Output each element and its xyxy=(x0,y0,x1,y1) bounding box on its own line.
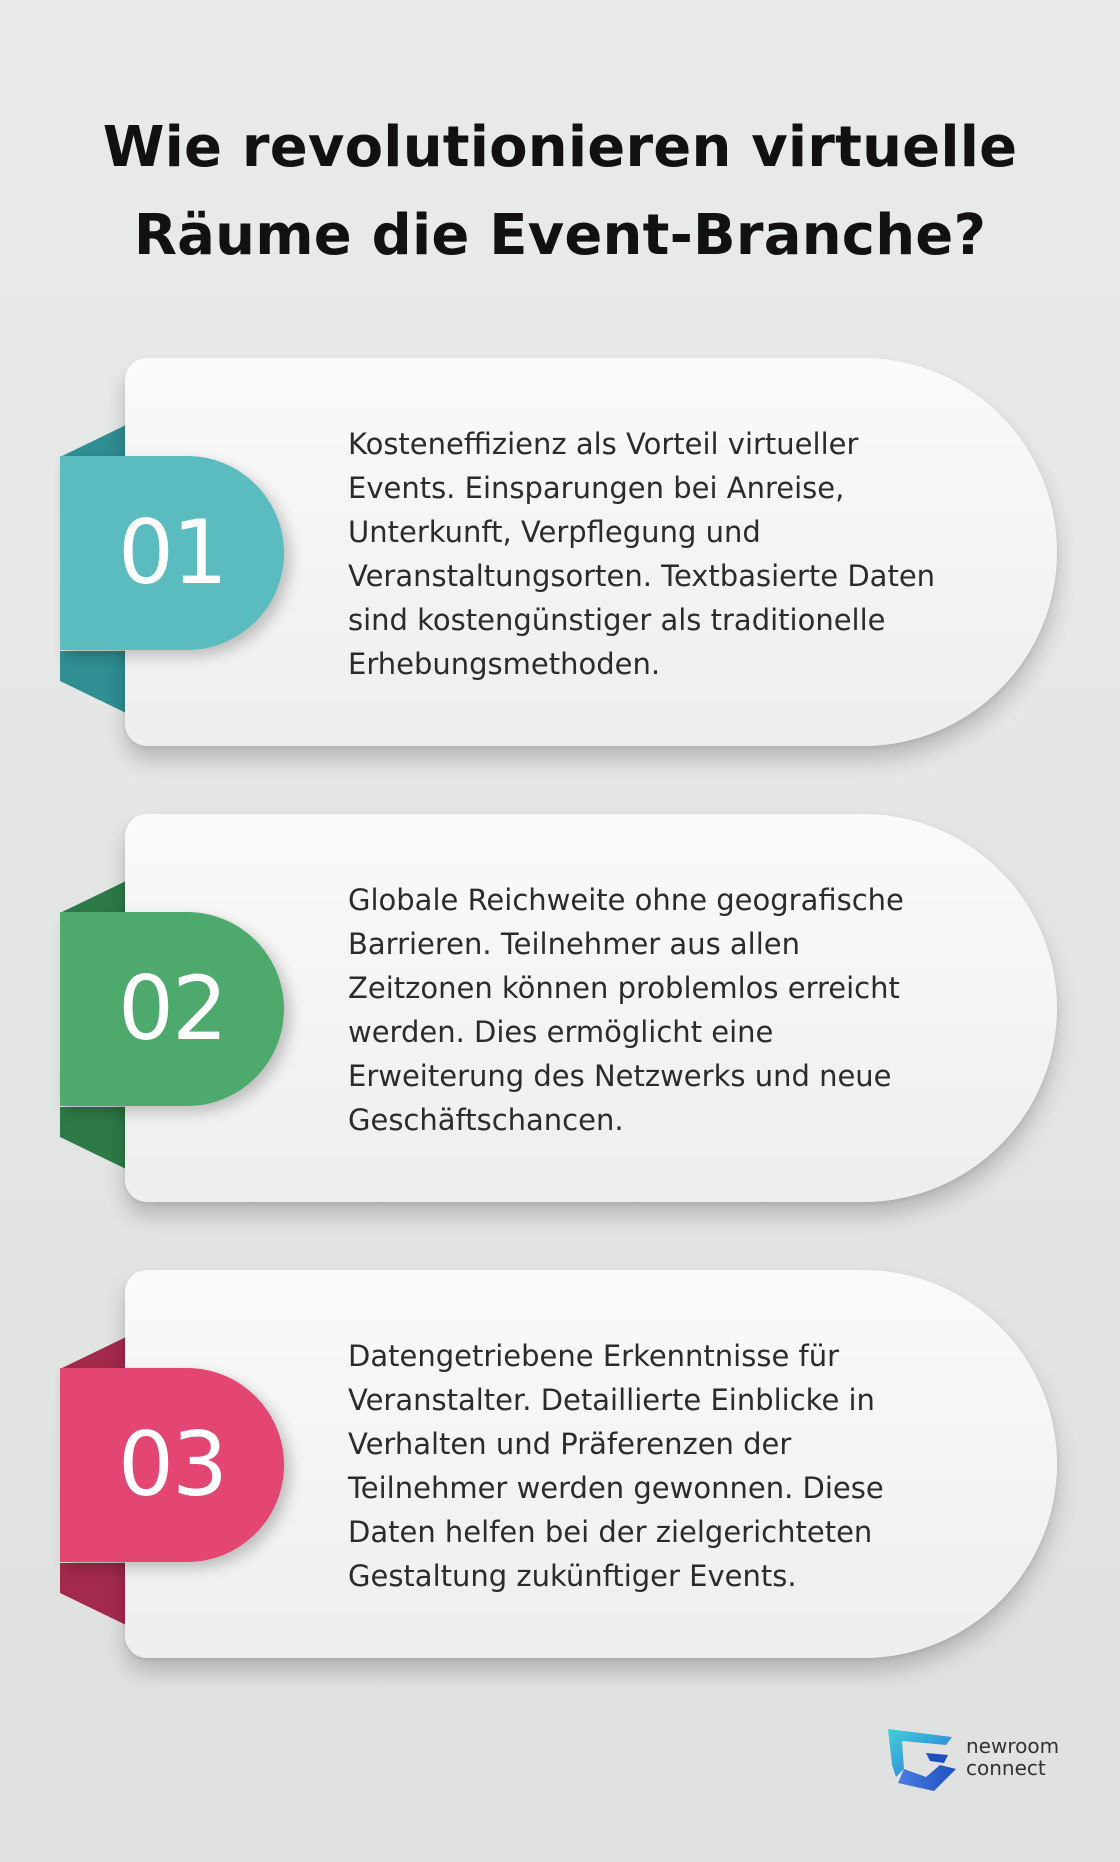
page-title-line-2: Räume die Event-Branche? xyxy=(133,203,987,268)
card-01-text: Kosteneffizienz als Vorteil virtueller Events. Einsparungen bei Anreise, Unterkunft, Verpflegung und Veranstaltungsorten. Textbasierte Daten sind kostengünstiger als traditionelle Erhebungsmethoden. xyxy=(348,427,936,681)
logo-text-line-2: connect xyxy=(966,1756,1046,1780)
page-title xyxy=(0,104,1120,280)
badge-02-number: 02 xyxy=(118,957,226,1060)
badge-03-number: 03 xyxy=(118,1413,226,1516)
badge-01 xyxy=(60,456,284,650)
newroom-connect-logo xyxy=(886,1725,1066,1805)
badge-01-number: 01 xyxy=(118,501,226,604)
badge-02 xyxy=(60,912,284,1106)
logo-text xyxy=(966,1735,1059,1779)
card-03-text: Datengetriebene Erkenntnisse für Veranstalter. Detaillierte Einblicke in Verhalten und Präferenzen der Teilnehmer werden gewonnen. Diese Daten helfen bei der zielgerichteten Gestaltung zukünftiger Events. xyxy=(348,1339,884,1593)
newroom-connect-logo-icon xyxy=(886,1725,966,1797)
page-title-line-1: Wie revolutionieren virtuelle xyxy=(102,115,1018,180)
logo-text-line-1: newroom xyxy=(966,1734,1060,1758)
card-02-text: Globale Reichweite ohne geografische Barrieren. Teilnehmer aus allen Zeitzonen können problemlos erreicht werden. Dies ermöglicht eine Erweiterung des Netzwerks und neue Geschäftschancen. xyxy=(348,883,904,1137)
badge-03 xyxy=(60,1368,284,1562)
